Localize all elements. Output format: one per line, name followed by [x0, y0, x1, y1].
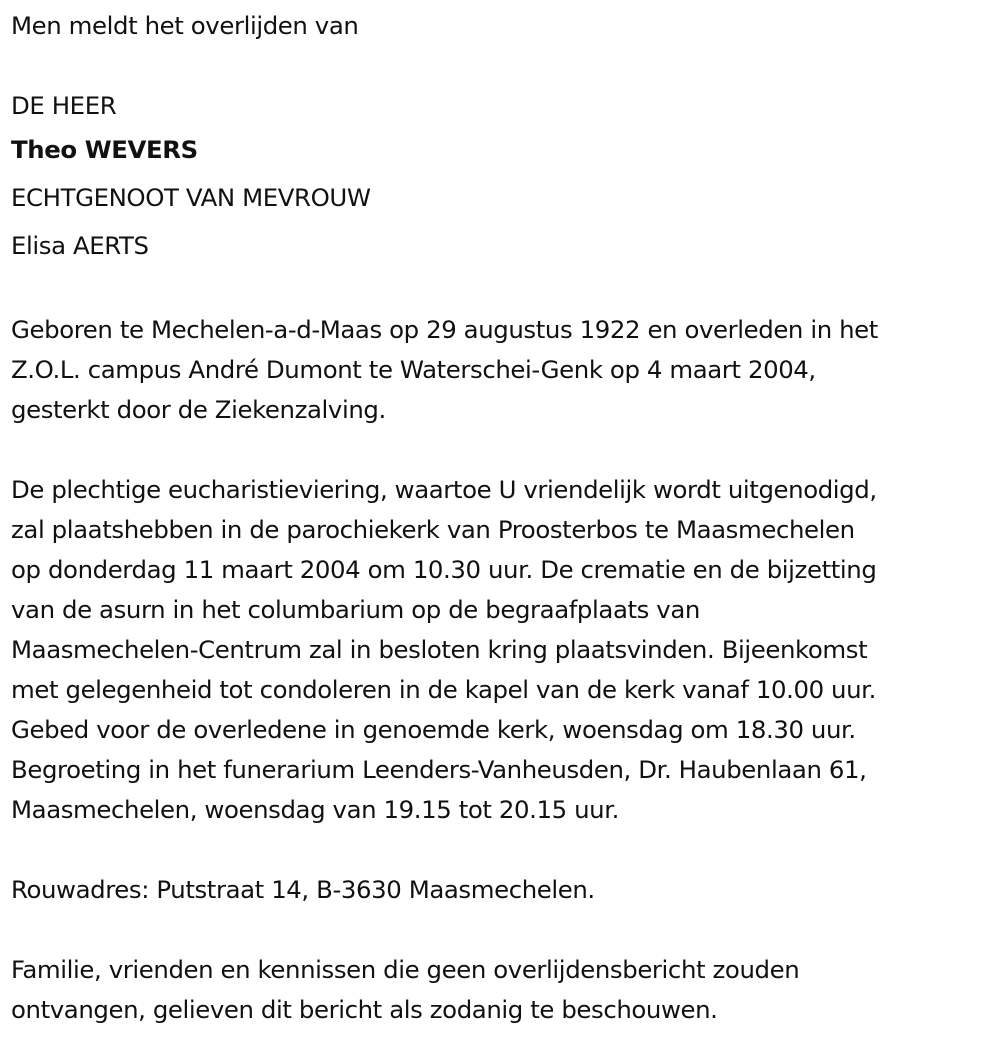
paragraph-line: Geboren te Mechelen-a-d-Maas op 29 augustus 1922 en overleden in het: [11, 315, 878, 344]
mourning-address: Rouwadres: Putstraat 14, B-3630 Maasmechelen.: [11, 875, 595, 904]
closing-paragraph: [11, 950, 996, 1030]
paragraph-line: ontvangen, gelieven dit bericht als zodanig te beschouwen.: [11, 995, 718, 1024]
relation-text: ECHTGENOOT VAN MEVROUW: [11, 183, 371, 212]
spouse-name: Elisa AERTS: [11, 231, 149, 260]
deceased-name: Theo WEVERS: [11, 135, 198, 164]
paragraph-line: Begroeting in het funerarium Leenders-Vanheusden, Dr. Haubenlaan 61,: [11, 755, 867, 784]
paragraph-line: De plechtige eucharistieviering, waartoe U vriendelijk wordt uitgenodigd,: [11, 475, 877, 504]
intro-text: Men meldt het overlijden van: [11, 11, 359, 40]
paragraph-line: Maasmechelen, woensdag van 19.15 tot 20.15 uur.: [11, 795, 619, 824]
birth-death-paragraph: [11, 310, 996, 430]
deceased-title: DE HEER: [11, 91, 117, 120]
paragraph-line: Z.O.L. campus André Dumont te Waterschei-Genk op 4 maart 2004,: [11, 355, 816, 384]
paragraph-line: op donderdag 11 maart 2004 om 10.30 uur. De crematie en de bijzetting: [11, 555, 877, 584]
paragraph-line: met gelegenheid tot condoleren in de kapel van de kerk vanaf 10.00 uur.: [11, 675, 876, 704]
paragraph-line: zal plaatshebben in de parochiekerk van Proosterbos te Maasmechelen: [11, 515, 855, 544]
paragraph-line: Maasmechelen-Centrum zal in besloten kring plaatsvinden. Bijeenkomst: [11, 635, 868, 664]
paragraph-line: gesterkt door de Ziekenzalving.: [11, 395, 386, 424]
paragraph-line: van de asurn in het columbarium op de begraafplaats van: [11, 595, 700, 624]
paragraph-line: Familie, vrienden en kennissen die geen overlijdensbericht zouden: [11, 955, 800, 984]
obituary-notice: [11, 6, 996, 1030]
ceremony-paragraph: [11, 470, 996, 830]
paragraph-line: Gebed voor de overledene in genoemde kerk, woensdag om 18.30 uur.: [11, 715, 856, 744]
